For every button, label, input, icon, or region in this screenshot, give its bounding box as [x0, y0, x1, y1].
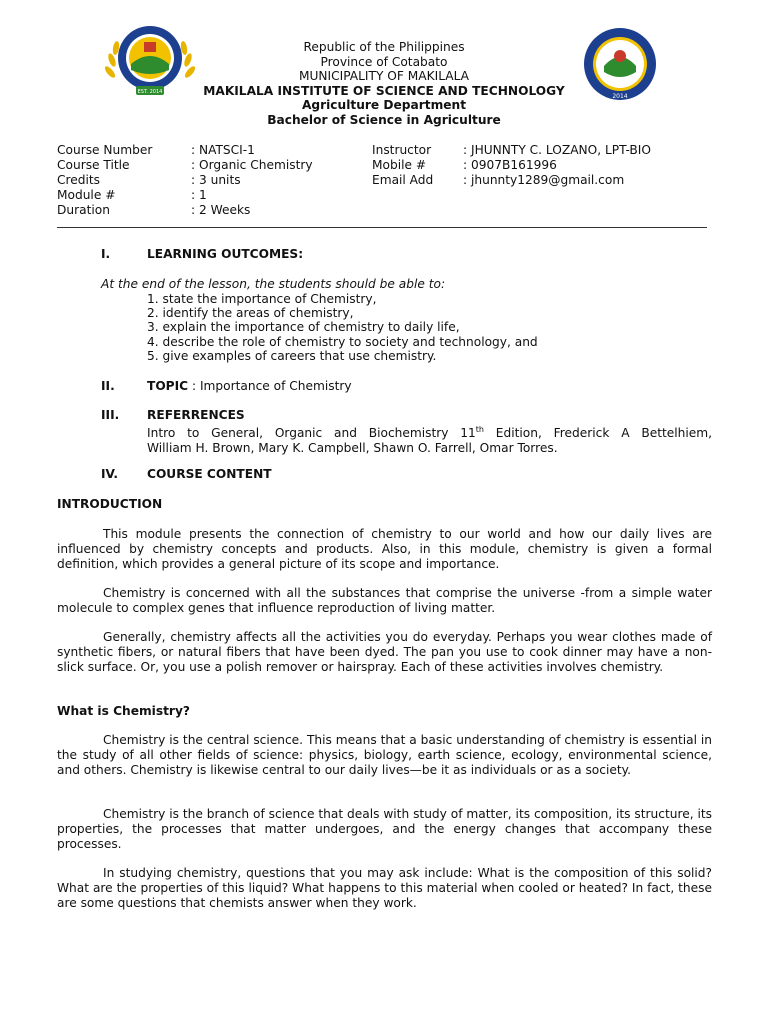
- list-item: 5. give examples of careers that use chemistry.: [147, 349, 437, 363]
- reference-superscript: th: [475, 425, 485, 434]
- list-item: 2. identify the areas of chemistry,: [147, 306, 354, 320]
- course-number-label: Course Number: [57, 143, 153, 157]
- list-item: 3. explain the importance of chemistry to daily life,: [147, 320, 460, 334]
- header-institute: MAKILALA INSTITUTE OF SCIENCE AND TECHNOLOGY: [203, 83, 565, 98]
- header-divider: [57, 227, 707, 228]
- header-province: Province of Cotabato: [320, 54, 448, 69]
- reference-text: [147, 423, 712, 456]
- duration-value: : 2 Weeks: [191, 203, 251, 217]
- instructor-values: [463, 143, 651, 188]
- course-number-value: : NATSCI-1: [191, 143, 255, 157]
- svg-text:2014: 2014: [612, 93, 628, 100]
- section-number: IV.: [101, 467, 119, 481]
- header-department: Agriculture Department: [301, 98, 467, 113]
- outcomes-intro: At the end of the lesson, the students should be able to:: [101, 277, 446, 291]
- mobile-value: : 0907B161996: [463, 158, 557, 172]
- introduction-paragraph-1: This module presents the connection of chemistry to our world and how our daily lives are influenced by chemistry concepts and products. Also, in this module, chemistry is given a formal definition, which provides a general picture of its scope and importance.: [57, 527, 712, 571]
- duration-label: Duration: [57, 203, 110, 217]
- section-title: COURSE CONTENT: [147, 467, 272, 481]
- svg-text:EST. 2014: EST. 2014: [137, 89, 163, 95]
- document-header: [0, 40, 768, 128]
- course-title-label: Course Title: [57, 158, 130, 172]
- module-label: Module #: [57, 188, 116, 202]
- instructor-label: Instructor: [372, 143, 432, 157]
- list-item: 4. describe the role of chemistry to society and technology, and: [147, 335, 538, 349]
- section-title: TOPIC: [147, 379, 189, 393]
- course-title-value: : Organic Chemistry: [191, 158, 313, 172]
- topic-value: : Importance of Chemistry: [188, 379, 352, 393]
- section-title: REFERRENCES: [147, 408, 245, 422]
- instructor-labels: [372, 143, 433, 188]
- email-value: : jhunnty1289@gmail.com: [463, 173, 625, 187]
- chemistry-paragraph-1: Chemistry is the central science. This means that a basic understanding of chemistry is essential in the study of all other fields of science: physics, biology, earth science, ecology, environmental science, and others. Chemistry is likewise central to our daily lives—be it as individuals or as a society.: [57, 733, 712, 777]
- chemistry-paragraph-2: Chemistry is the branch of science that deals with study of matter, its composition, its structure, its properties, the processes that matter undergoes, and the energy changes that accompany these processes.: [57, 807, 712, 851]
- credits-value: : 3 units: [191, 173, 241, 187]
- header-country: Republic of the Philippines: [303, 40, 465, 54]
- reference-part: Edition, Frederick A Bettelhiem,: [484, 426, 712, 441]
- header-municipality: MUNICIPALITY OF MAKILALA: [298, 69, 470, 84]
- introduction-heading: INTRODUCTION: [57, 497, 163, 511]
- what-is-chemistry-heading: What is Chemistry?: [57, 704, 190, 718]
- email-label: Email Add: [372, 173, 434, 187]
- section-number: II.: [101, 379, 115, 393]
- reference-authors: William H. Brown, Mary K. Campbell, Shawn O. Farrell, Omar Torres.: [147, 440, 558, 455]
- module-value: : 1: [191, 188, 207, 202]
- credits-label: Credits: [57, 173, 101, 187]
- instructor-value: : JHUNNTY C. LOZANO, LPT-BIO: [463, 143, 651, 157]
- introduction-paragraph-2: Chemistry is concerned with all the substances that comprise the universe -from a simple water molecule to complex genes that influence reproduction of living matter.: [57, 586, 712, 615]
- course-labels: [57, 143, 152, 218]
- chemistry-paragraph-3: In studying chemistry, questions that you may ask include: What is the composition of this solid? What are the properties of this liquid? What happens to this material when cooled or heated? In fact, these are some questions that chemists answer when they work.: [57, 866, 712, 910]
- header-program: Bachelor of Science in Agriculture: [267, 112, 501, 127]
- course-values: [191, 143, 313, 218]
- section-number: III.: [101, 408, 120, 422]
- reference-part: Intro to General, Organic and Biochemistry 11: [147, 426, 476, 441]
- introduction-paragraph-3: Generally, chemistry affects all the activities you do everyday. Perhaps you wear clothes made of synthetic fibers, or natural fibers that have been dyed. The pan you use to cook dinner may have a non-slick surface. Or, you use a polish remover or hairspray. Each of these activities involves chemistry.: [57, 630, 712, 674]
- topic-line: [147, 379, 352, 393]
- mobile-label: Mobile #: [372, 158, 427, 172]
- section-number: I.: [101, 247, 111, 261]
- list-item: 1. state the importance of Chemistry,: [147, 292, 377, 306]
- section-title: LEARNING OUTCOMES:: [147, 247, 304, 261]
